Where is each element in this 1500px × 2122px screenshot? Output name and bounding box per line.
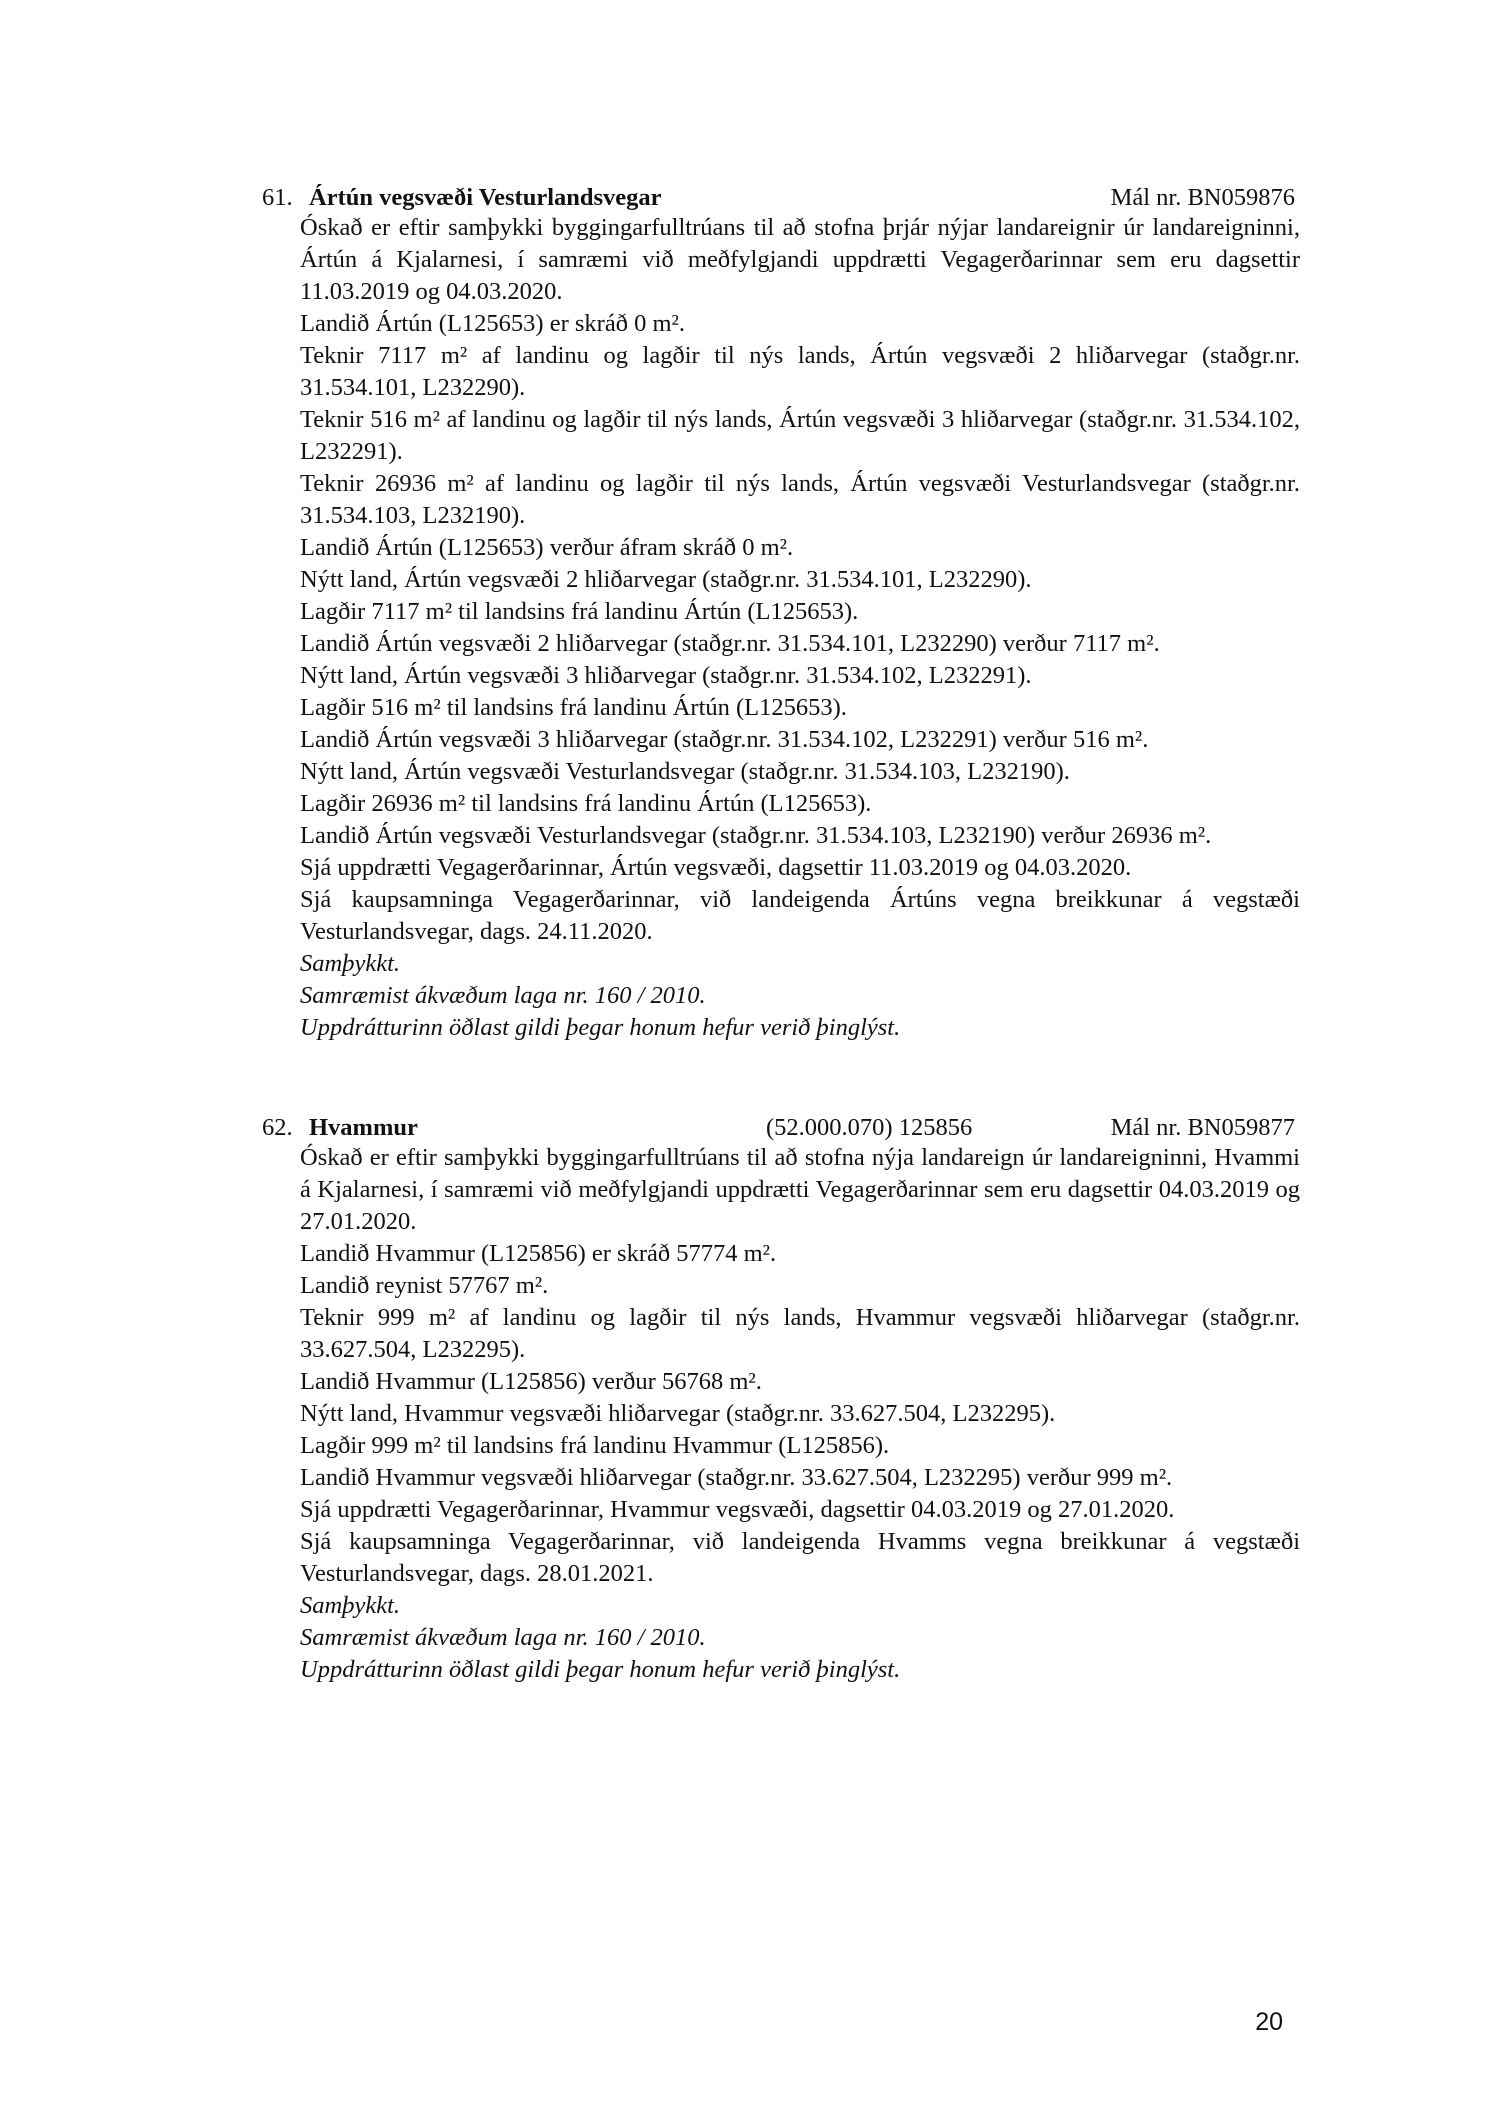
paragraph: Lagðir 516 m² til landsins frá landinu Ártún (L125653). bbox=[300, 694, 847, 721]
case-number: Mál nr. BN059877 bbox=[1110, 1114, 1295, 1141]
decision-compliance: Samræmist ákvæðum laga nr. 160 / 2010. bbox=[300, 982, 706, 1009]
paragraph: Óskað er eftir samþykki byggingarfulltrúans til að stofna nýja landareign úr landareigninni, Hvammi á Kjalarnesi, í samræmi við meðfylgjandi uppdrætti Vegagerðarinnar sem eru dagsettir 04.03.2019 og 27.01.2020. bbox=[300, 1144, 1300, 1235]
decision-registration: Uppdrátturinn öðlast gildi þegar honum hefur verið þinglýst. bbox=[300, 1656, 901, 1683]
paragraph: Landið Hvammur vegsvæði hliðarvegar (staðgr.nr. 33.627.504, L232295) verður 999 m². bbox=[300, 1464, 1173, 1491]
decision-approved: Samþykkt. bbox=[300, 1592, 400, 1619]
paragraph: Landið Hvammur (L125856) verður 56768 m². bbox=[300, 1368, 762, 1395]
item-title: Ártún vegsvæði Vesturlandsvegar bbox=[309, 184, 662, 211]
decision-approved: Samþykkt. bbox=[300, 950, 400, 977]
paragraph: Nýtt land, Ártún vegsvæði 2 hliðarvegar (staðgr.nr. 31.534.101, L232290). bbox=[300, 566, 1032, 593]
paragraph: Sjá uppdrætti Vegagerðarinnar, Hvammur vegsvæði, dagsettir 04.03.2019 og 27.01.2020. bbox=[300, 1496, 1175, 1523]
paragraph: Landið Ártún vegsvæði Vesturlandsvegar (staðgr.nr. 31.534.103, L232190) verður 26936 m². bbox=[300, 822, 1212, 849]
case-body bbox=[300, 212, 1300, 1044]
paragraph: Nýtt land, Hvammur vegsvæði hliðarvegar (staðgr.nr. 33.627.504, L232295). bbox=[300, 1400, 1056, 1427]
paragraph: Landið Hvammur (L125856) er skráð 57774 m². bbox=[300, 1240, 777, 1267]
paragraph: Lagðir 26936 m² til landsins frá landinu Ártún (L125653). bbox=[300, 790, 872, 817]
paragraph: Teknir 516 m² af landinu og lagðir til nýs lands, Ártún vegsvæði 3 hliðarvegar (staðgr.nr. 31.534.102, L232291). bbox=[300, 406, 1300, 465]
item-number: 62. bbox=[262, 1114, 293, 1141]
paragraph: Lagðir 7117 m² til landsins frá landinu Ártún (L125653). bbox=[300, 598, 859, 625]
paragraph: Sjá kaupsamninga Vegagerðarinnar, við landeigenda Ártúns vegna breikkunar á vegstæði Vesturlandsvegar, dags. 24.11.2020. bbox=[300, 886, 1300, 945]
paragraph: Landið Ártún vegsvæði 3 hliðarvegar (staðgr.nr. 31.534.102, L232291) verður 516 m². bbox=[300, 726, 1149, 753]
paragraph: Landið Ártún (L125653) verður áfram skráð 0 m². bbox=[300, 534, 794, 561]
paragraph: Nýtt land, Ártún vegsvæði 3 hliðarvegar (staðgr.nr. 31.534.102, L232291). bbox=[300, 662, 1032, 689]
case-number: Mál nr. BN059876 bbox=[1110, 184, 1295, 211]
case-header bbox=[0, 182, 1500, 216]
paragraph: Nýtt land, Ártún vegsvæði Vesturlandsvegar (staðgr.nr. 31.534.103, L232190). bbox=[300, 758, 1070, 785]
paragraph: Landið Ártún (L125653) er skráð 0 m². bbox=[300, 310, 685, 337]
paragraph: Teknir 999 m² af landinu og lagðir til nýs lands, Hvammur vegsvæði hliðarvegar (staðgr.nr. 33.627.504, L232295). bbox=[300, 1304, 1300, 1363]
decision-registration: Uppdrátturinn öðlast gildi þegar honum hefur verið þinglýst. bbox=[300, 1014, 901, 1041]
property-reference: (52.000.070) 125856 bbox=[766, 1114, 973, 1141]
decision-compliance: Samræmist ákvæðum laga nr. 160 / 2010. bbox=[300, 1624, 706, 1651]
case-header bbox=[0, 1112, 1500, 1146]
paragraph: Teknir 26936 m² af landinu og lagðir til nýs lands, Ártún vegsvæði Vesturlandsvegar (staðgr.nr. 31.534.103, L232190). bbox=[300, 470, 1300, 529]
paragraph: Landið reynist 57767 m². bbox=[300, 1272, 549, 1299]
paragraph: Landið Ártún vegsvæði 2 hliðarvegar (staðgr.nr. 31.534.101, L232290) verður 7117 m². bbox=[300, 630, 1160, 657]
paragraph: Sjá uppdrætti Vegagerðarinnar, Ártún vegsvæði, dagsettir 11.03.2019 og 04.03.2020. bbox=[300, 854, 1132, 881]
paragraph: Sjá kaupsamninga Vegagerðarinnar, við landeigenda Hvamms vegna breikkunar á vegstæði Vesturlandsvegar, dags. 28.01.2021. bbox=[300, 1528, 1300, 1587]
case-body bbox=[300, 1142, 1300, 1686]
item-number: 61. bbox=[262, 184, 293, 211]
paragraph: Lagðir 999 m² til landsins frá landinu Hvammur (L125856). bbox=[300, 1432, 890, 1459]
page-number: 20 bbox=[1255, 2008, 1283, 2036]
item-title: Hvammur bbox=[309, 1114, 418, 1141]
paragraph: Óskað er eftir samþykki byggingarfulltrúans til að stofna þrjár nýjar landareignir úr landareigninni, Ártún á Kjalarnesi, í samræmi við meðfylgjandi uppdrætti Vegagerðarinnar sem eru dagsettir 11.03.2019 og 04.03.2020. bbox=[300, 214, 1300, 305]
paragraph: Teknir 7117 m² af landinu og lagðir til nýs lands, Ártún vegsvæði 2 hliðarvegar (staðgr.nr. 31.534.101, L232290). bbox=[300, 342, 1300, 401]
